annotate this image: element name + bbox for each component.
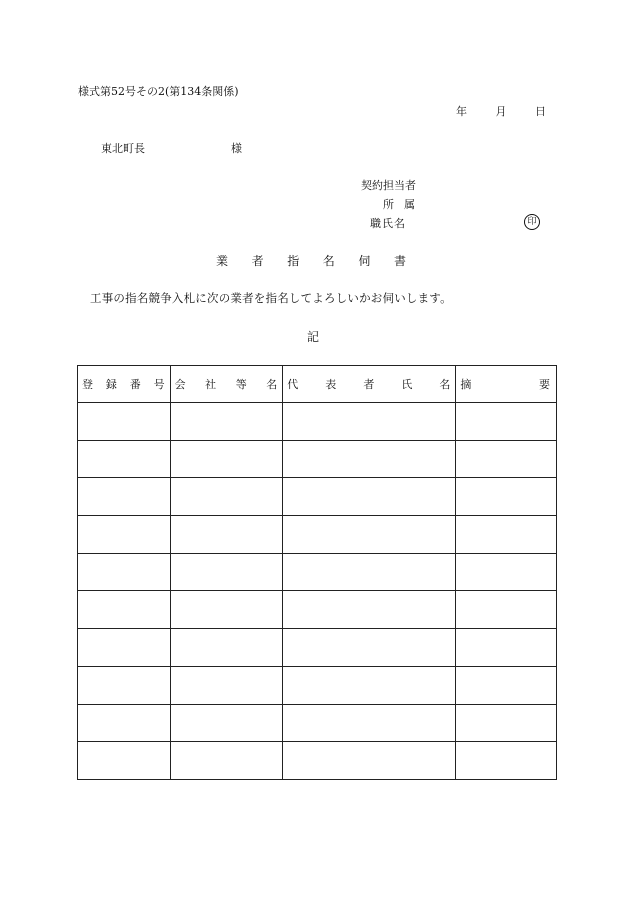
table-cell[interactable] xyxy=(170,478,283,516)
char: 書 xyxy=(393,254,406,268)
table-cell[interactable] xyxy=(78,742,171,780)
table-cell[interactable] xyxy=(78,666,171,704)
table-cell[interactable] xyxy=(78,553,171,591)
form-number: 様式第52号その2(第134条関係) xyxy=(78,85,239,98)
char: 名 xyxy=(266,377,278,391)
table-cell[interactable] xyxy=(456,440,557,478)
table-cell[interactable] xyxy=(170,403,283,441)
table-cell[interactable] xyxy=(456,629,557,667)
char: 者 xyxy=(363,377,375,391)
table-cell[interactable] xyxy=(283,478,456,516)
table-cell[interactable] xyxy=(283,403,456,441)
header-registration-number xyxy=(78,366,171,403)
char: 社 xyxy=(205,377,217,391)
date-month-label: 月 xyxy=(495,105,507,118)
table-row xyxy=(78,440,557,478)
header-representative-name xyxy=(283,366,456,403)
table-cell[interactable] xyxy=(456,704,557,742)
seal-icon: 印 xyxy=(524,214,540,230)
table-cell[interactable] xyxy=(170,742,283,780)
table-cell[interactable] xyxy=(170,591,283,629)
table-cell[interactable] xyxy=(78,591,171,629)
table-cell[interactable] xyxy=(170,666,283,704)
addressee-honorific: 様 xyxy=(231,142,242,155)
affiliation-label: 所属 xyxy=(383,198,425,211)
char: 番 xyxy=(129,377,141,391)
table-cell[interactable] xyxy=(283,591,456,629)
request-text: 工事の指名競争入札に次の業者を指名してよろしいかお伺いします。 xyxy=(90,291,452,305)
table-cell[interactable] xyxy=(283,440,456,478)
char: 代 xyxy=(287,377,299,391)
char: 号 xyxy=(153,377,165,391)
table-cell[interactable] xyxy=(170,516,283,554)
table-cell[interactable] xyxy=(283,553,456,591)
table-cell[interactable] xyxy=(283,666,456,704)
char: 氏 xyxy=(401,377,413,391)
table-row xyxy=(78,553,557,591)
table-row xyxy=(78,516,557,554)
table-cell[interactable] xyxy=(78,440,171,478)
table-cell[interactable] xyxy=(456,403,557,441)
char: 者 xyxy=(251,254,264,268)
table-cell[interactable] xyxy=(456,591,557,629)
table-row xyxy=(78,742,557,780)
table-header-row xyxy=(78,366,557,403)
char: 要 xyxy=(539,377,550,391)
char: 指 xyxy=(287,254,300,268)
table-cell[interactable] xyxy=(78,629,171,667)
table-cell[interactable] xyxy=(283,629,456,667)
char: 表 xyxy=(325,377,337,391)
table-row xyxy=(78,704,557,742)
header-company-name xyxy=(170,366,283,403)
char: 名 xyxy=(439,377,451,391)
char: 等 xyxy=(235,377,247,391)
char: 録 xyxy=(105,377,117,391)
char: 伺 xyxy=(358,254,371,268)
addressee-name: 東北町長 xyxy=(101,142,145,155)
date-year-label: 年 xyxy=(456,105,467,118)
header-remarks xyxy=(456,366,557,403)
table-row xyxy=(78,666,557,704)
table-cell[interactable] xyxy=(78,403,171,441)
char: 業 xyxy=(216,254,229,268)
table-cell[interactable] xyxy=(456,742,557,780)
table-cell[interactable] xyxy=(170,704,283,742)
table-cell[interactable] xyxy=(456,553,557,591)
char: 登 xyxy=(82,377,93,391)
table-cell[interactable] xyxy=(170,440,283,478)
contractor-label: 契約担当者 xyxy=(361,179,416,192)
char: 名 xyxy=(322,254,335,268)
vendor-table xyxy=(77,365,557,780)
char: 摘 xyxy=(460,377,472,391)
table-cell[interactable] xyxy=(456,666,557,704)
document-title xyxy=(216,255,406,267)
table-cell[interactable] xyxy=(283,516,456,554)
table-row xyxy=(78,591,557,629)
name-title-label: 職氏名 xyxy=(370,217,406,230)
table-cell[interactable] xyxy=(283,704,456,742)
table-cell[interactable] xyxy=(78,704,171,742)
table-row xyxy=(78,629,557,667)
table-cell[interactable] xyxy=(456,478,557,516)
table-cell[interactable] xyxy=(78,478,171,516)
date-line xyxy=(456,106,546,117)
table-cell[interactable] xyxy=(78,516,171,554)
table-cell[interactable] xyxy=(170,553,283,591)
table-cell[interactable] xyxy=(283,742,456,780)
table-row xyxy=(78,478,557,516)
table-cell[interactable] xyxy=(170,629,283,667)
date-day-label: 日 xyxy=(535,105,546,118)
table-cell[interactable] xyxy=(456,516,557,554)
char: 会 xyxy=(174,377,186,391)
table-row xyxy=(78,403,557,441)
ki-label: 記 xyxy=(307,330,320,344)
